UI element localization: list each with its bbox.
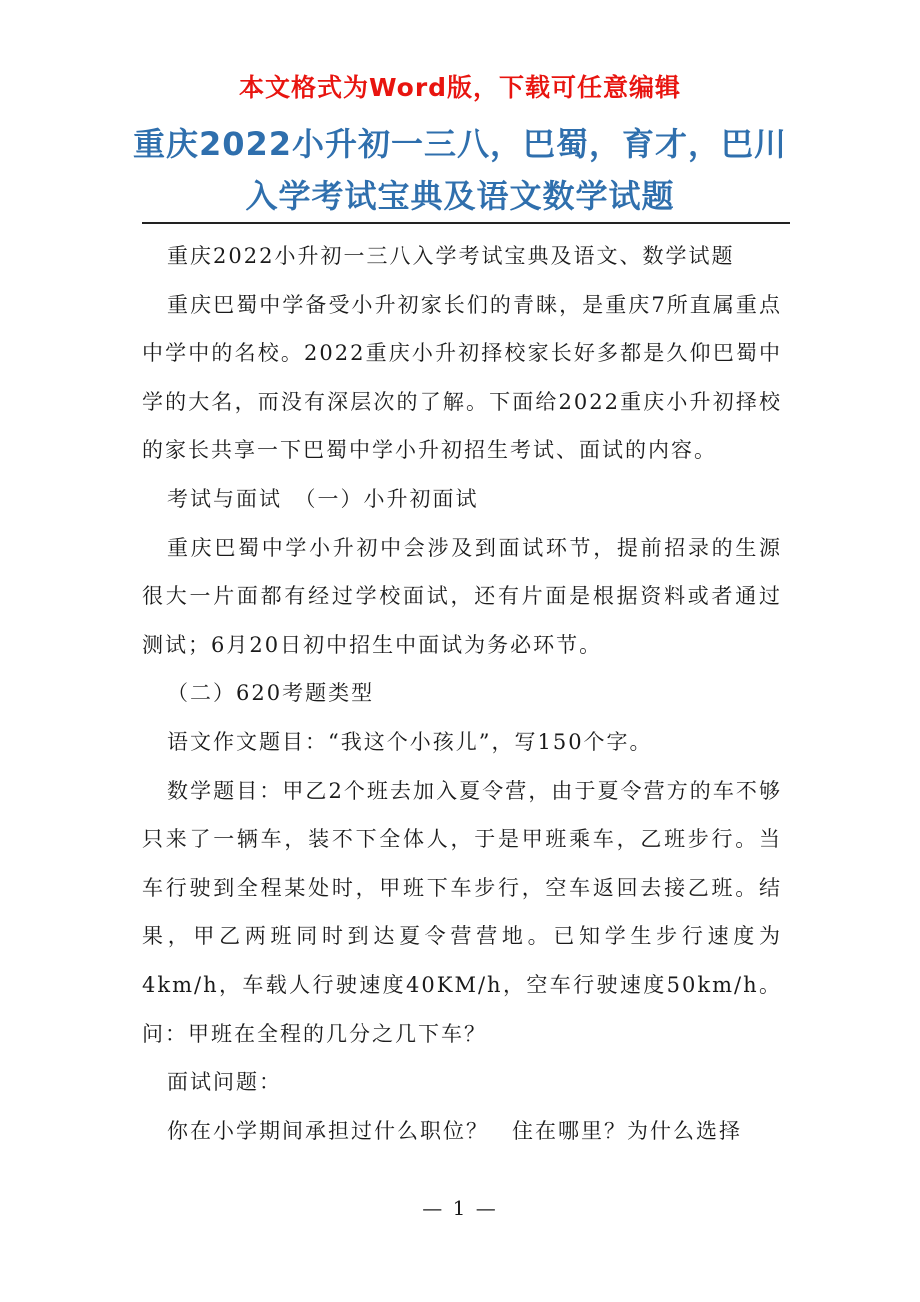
- paragraph-bashu: 重庆巴蜀中学备受小升初家长们的青睐，是重庆7所直属重点中学中的名校。2022重庆小升初择校家长好多都是久仰巴蜀中学的大名，而没有深层次的了解。下面给2022重庆小升初择校的家长共享一下巴蜀中学小升初招生考试、面试的内容。: [142, 292, 782, 463]
- paragraph-interview: 重庆巴蜀中学小升初中会涉及到面试环节，提前招录的生源很大一片面都有经过学校面试，还有片面是根据资料或者通过测试；6月20日初中招生中面试为务必环节。: [142, 535, 782, 657]
- document-title: 重庆2022小升初一三八，巴蜀，育才，巴川入学考试宝典及语文数学试题: [132, 125, 788, 215]
- paragraph-interview-questions-label: 面试问题：: [167, 1070, 282, 1095]
- paragraph-chinese-essay: 语文作文题目：“我这个小孩儿”，写150个字。: [167, 729, 653, 754]
- paragraph-interview-questions: 你在小学期间承担过什么职位？ 住在哪里？为什么选择: [167, 1118, 742, 1143]
- format-banner: 本文格式为Word版，下载可任意编辑: [238, 73, 682, 102]
- page-number: — 1 —: [422, 1196, 498, 1220]
- document-body: [142, 232, 782, 1155]
- paragraph-math-question: 数学题目：甲乙2个班去加入夏令营，由于夏令营方的车不够只来了一辆车，装不下全体人，于是甲班乘车，乙班步行。当车行驶到全程某处时，甲班下车步行，空车返回去接乙班。结果，甲乙两班同时到达夏令营营地。已知学生步行速度为4km/h，车载人行驶速度40KM/h，空车行驶速度50km/h。问：甲班在全程的几分之几下车？: [142, 778, 782, 1046]
- paragraph-heading-types: （二）620考题类型: [167, 681, 375, 706]
- title-divider: [142, 222, 790, 224]
- paragraph-intro: 重庆2022小升初一三八入学考试宝典及语文、数学试题: [167, 244, 735, 268]
- paragraph-heading-interview: 考试与面试 （一）小升初面试: [167, 486, 479, 511]
